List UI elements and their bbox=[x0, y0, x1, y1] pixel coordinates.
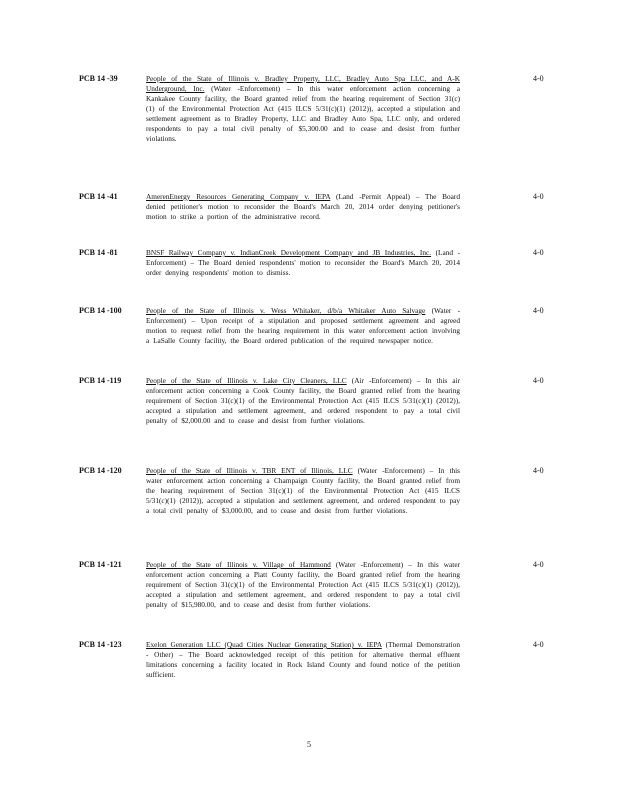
vote-count: 4-0 bbox=[533, 74, 544, 83]
vote-count: 4-0 bbox=[533, 192, 544, 201]
page-number: 5 bbox=[307, 740, 311, 749]
case-text bbox=[146, 560, 460, 610]
case-description: (Thermal Demonstration - Other) – The Board acknowledged receipt of this petition for alternative thermal effluent limitations concerning a facility located in Rock Island County and found notice of the petition sufficient. bbox=[146, 640, 460, 679]
case-description: (Water -Enforcement) – Upon receipt of a stipulation and proposed settlement agreement and agreed motion to request relief from the hearing requirement in this water enforcement action involving a LaSalle County facility, the Board ordered publication of the required newspaper notice. bbox=[146, 306, 461, 345]
vote-count: 4-0 bbox=[533, 248, 544, 257]
case-number: PCB 14 -41 bbox=[79, 192, 118, 201]
case-title: People of the State of Illinois v. Wess Whitaker, d/b/a Whitaker Auto Salvage bbox=[146, 306, 426, 315]
case-title: People of the State of Illinois v. TBR ENT of Illinois, LLC bbox=[146, 466, 353, 475]
case-title: People of the State of Illinois v. Bradley Property, LLC, Bradley Auto Spa LLC, and A-K Underground, Inc. bbox=[146, 74, 460, 93]
case-title: People of the State of Illinois v. Village of Hammond bbox=[146, 560, 331, 569]
case-description: (Water -Enforcement) – In this water enforcement action concerning a Kankakee County facility, the Board granted relief from the hearing requirement of Section 31(c)(1) of the Environmental Protection Act (415 ILCS 5/31(c)(1) (2012)), accepted a stipulation and settlement agreement as to Bradley Property, LLC and Bradley Auto Spa, LLC only, and ordered respondents to pay a total civil penalty of $5,300.00 and to cease and desist from further violations. bbox=[146, 84, 460, 143]
case-title: People of the State of Illinois v. Lake City Cleaners, LLC bbox=[146, 376, 347, 385]
case-text bbox=[146, 248, 460, 278]
case-title: AmerenEnergy Resources Generating Company v. IEPA bbox=[146, 192, 331, 201]
case-number: PCB 14 -39 bbox=[79, 74, 118, 83]
case-text bbox=[146, 466, 460, 516]
case-description: (Water -Enforcement) – In this water enforcement action concerning a Piatt County facility, the Board granted relief from the hearing requirement of Section 31(c)(1) of the Environmental Protection Act (415 ILCS 5/31(c)(1) (2012)), accepted a stipulation and settlement agreement, and ordered respondent to pay a total civil penalty of $15,980.00, and to cease and desist from further violations. bbox=[146, 560, 460, 609]
case-text bbox=[146, 376, 460, 426]
case-description: (Water -Enforcement) – In this water enforcement action concerning a Champaign County facility, the Board granted relief from the hearing requirement of Section 31(c)(1) of the Environmental Protection Act (415 ILCS 5/31(c)(1) (2012)), accepted a stipulation and settlement agreement, and ordered respondent to pay a total civil penalty of $3,000.00, and to cease and desist from further violations. bbox=[146, 466, 461, 515]
case-text bbox=[146, 192, 460, 222]
case-description: (Land -Permit Appeal) – The Board denied petitioner's motion to reconsider the Board's March 20, 2014 order denying petitioner's motion to strike a portion of the administrative record. bbox=[146, 192, 460, 221]
case-number: PCB 14 -123 bbox=[79, 640, 122, 649]
vote-count: 4-0 bbox=[533, 306, 544, 315]
case-number: PCB 14 -121 bbox=[79, 560, 122, 569]
vote-count: 4-0 bbox=[533, 376, 544, 385]
case-text bbox=[146, 640, 460, 680]
case-number: PCB 14 -81 bbox=[79, 248, 118, 257]
case-title: BNSF Railway Company v. IndianCreek Development Company and JB Industries, Inc. bbox=[146, 248, 432, 257]
vote-count: 4-0 bbox=[533, 560, 544, 569]
vote-count: 4-0 bbox=[533, 466, 544, 475]
case-title: Exelon Generation LLC (Quad Cities Nuclear Generating Station) v. IEPA bbox=[146, 640, 382, 649]
vote-count: 4-0 bbox=[533, 640, 544, 649]
case-text bbox=[146, 306, 460, 346]
case-number: PCB 14 -119 bbox=[79, 376, 122, 385]
case-number: PCB 14 -100 bbox=[79, 306, 122, 315]
case-description: (Air -Enforcement) – In this air enforcement action concerning a Cook County facility, the Board granted relief from the hearing requirement of Section 31(c)(1) of the Environmental Protection Act (415 ILCS 5/31(c)(1) (2012)), accepted a stipulation and settlement agreement, and ordered respondent to pay a total civil penalty of $2,000.00 and to cease and desist from further violations. bbox=[146, 376, 461, 425]
case-text bbox=[146, 74, 460, 144]
case-description: (Land -Enforcement) – The Board denied respondents' motion to reconsider the Board's March 20, 2014 order denying respondents' motion to dismiss. bbox=[146, 248, 460, 277]
case-number: PCB 14 -120 bbox=[79, 466, 122, 475]
